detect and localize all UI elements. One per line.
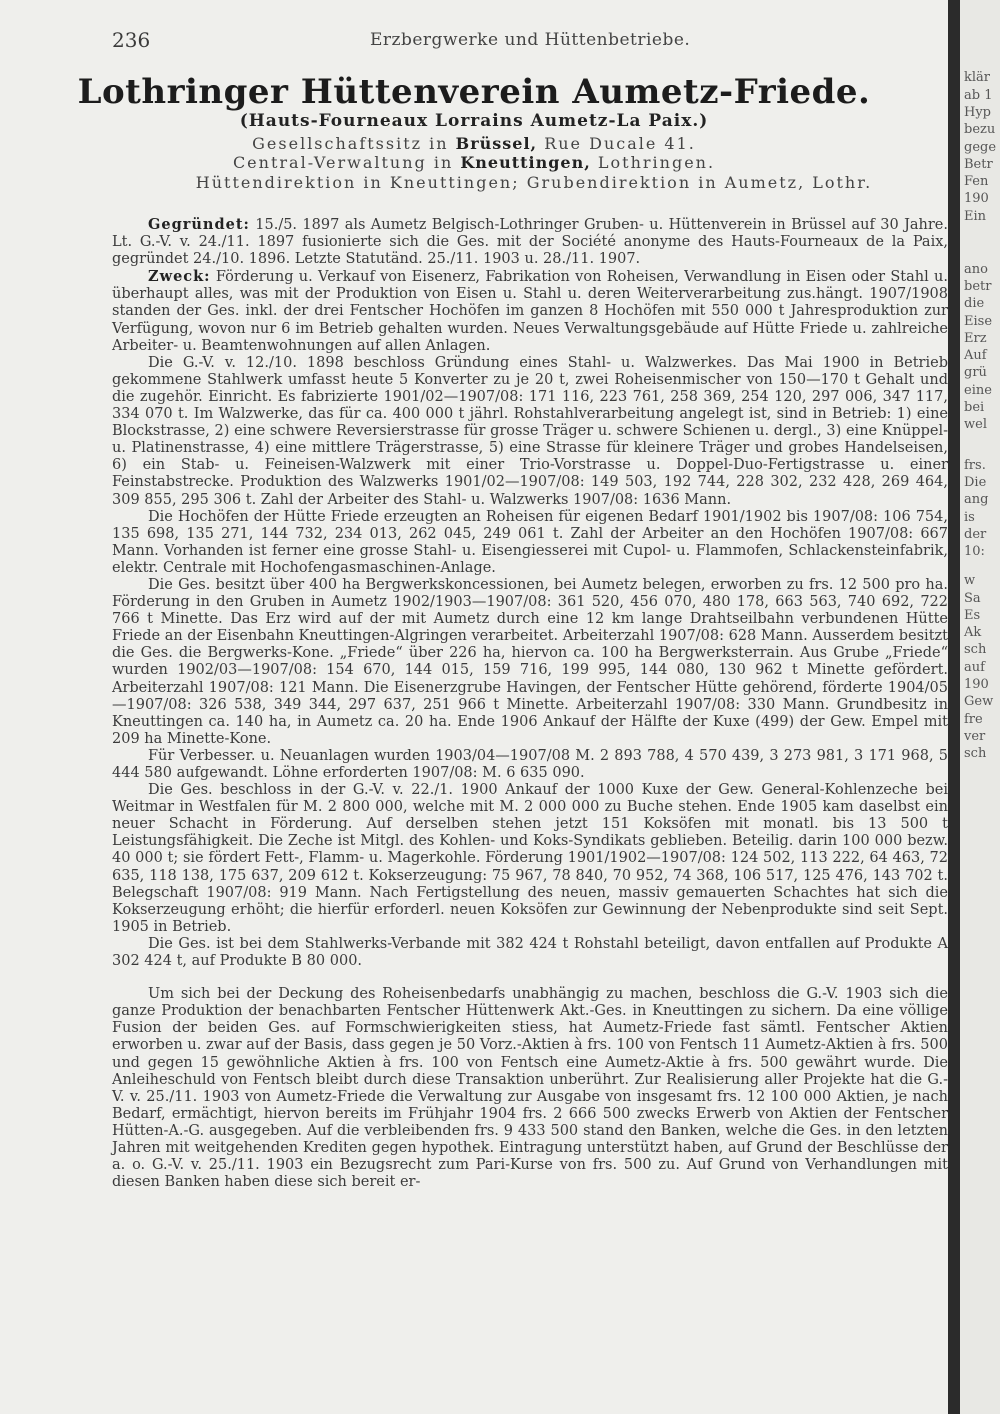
paragraph-kohlenzeche: Die Ges. beschloss in der G.-V. v. 22./1. 1900 Ankauf der 1000 Kuxe der Gew. General-Kohlenzeche bei Weitmar in Westfalen für M. 2 800 000, welche mit M. 2 000 000 zu Buche stehen. Ende 1905 kam daselbst ein neuer Schacht in Förderung. Auf derselben stehen jetzt 151 Koksöfen mit monatl. bis 13 500 t Leistungsfähigkeit. Die Zeche ist Mitgl. des Kohlen- und Koks-Syndikats geblieben. Beteilig. darin 100 000 bezw. 40 000 t; sie fördert Fett-, Flamm- u. Magerkohle. Förderung 1901/1902—1907/08: 124 502, 113 222, 64 463, 72 635, 118 138, 175 637, 209 612 t. Kokserzeugung: 75 967, 78 840, 70 952, 74 368, 106 517, 125 476, 143 702 t. Belegschaft 1907/08: 919 Mann. Nach Fertigstellung des neuen, massiv gemauerten Schachtes hat sich die Kokserzeugung erhöht; die hierfür erforderl. neuen Koksöfen zur Gewinnung der Nebenprodukte sind seit Sept. 1905 in Betrieb. [112, 782, 948, 935]
neighbor-fragment: 190 [964, 677, 989, 692]
neighbor-fragment: klär [964, 70, 990, 85]
neighbor-fragment: die [964, 296, 985, 311]
neighbor-fragment: Sa [964, 591, 981, 606]
company-seat [0, 134, 948, 153]
neighbor-fragment: Betr [964, 157, 993, 172]
neighbor-fragment: Ak [964, 625, 982, 640]
neighbor-fragment: eine [964, 383, 992, 398]
neighbor-fragment: bezu [964, 122, 996, 137]
neighbor-fragment: bei [964, 400, 985, 415]
company-directions: Hüttendirektion in Kneuttingen; Grubendirektion in Aumetz, Lothr. [195, 173, 873, 192]
neighbor-fragment: fre [964, 712, 983, 727]
running-header [112, 28, 908, 50]
paragraph-zweck: Zweck: Förderung u. Verkauf von Eisenerz, Fabrikation von Roheisen, Verwandlung in Eisen oder Stahl u. überhaupt alles, was mit der Produktion von Eisen u. Stahl u. deren Weiterverarbeitung zus.hängt. 1907/1908 standen der Ges. inkl. der drei Fentscher Hochöfen im ganzen 8 Hochöfen mit 550 000 t Jahresproduktion zur Verfügung, wovon nur 6 im Betrieb gehalten wurden. Neues Verwaltungsgebäude auf Hütte Friede u. zahlreiche Arbeiter- u. Beamtenwohnungen auf allen Anlagen. [112, 268, 948, 354]
label-zweck: Zweck: [148, 268, 211, 286]
paragraph-gegruendet: Gegründet: 15./5. 1897 als Aumetz Belgisch-Lothringer Gruben- u. Hüttenverein in Brüssel auf 30 Jahre. Lt. G.-V. v. 24./11. 1897 fusionierte sich die Ges. mit der Société anonyme des Hauts-Fourneaux de la Paix, gegründet 24./10. 1896. Letzte Statutänd. 25./11. 1903 u. 28./11. 1907. [112, 216, 948, 268]
neighbor-fragment: w [964, 573, 976, 588]
neighbor-fragment: Gew [964, 694, 994, 709]
neighbor-fragment: gege [964, 140, 997, 155]
neighbor-fragment: Erz [964, 331, 987, 346]
neighbor-page-edge [960, 0, 1000, 1414]
label-gegruendet: Gegründet: [148, 216, 250, 233]
neighbor-fragment: betr [964, 279, 992, 294]
neighbor-fragment: Auf [964, 348, 987, 363]
neighbor-fragment: Hyp [964, 105, 992, 120]
neighbor-fragment: ab 1 [964, 88, 993, 103]
neighbor-fragment: sch [964, 746, 987, 761]
neighbor-fragment: is [964, 510, 975, 525]
paragraph-hochoefen: Die Hochöfen der Hütte Friede erzeugten an Roheisen für eigenen Bedarf 1901/1902 bis 1907/08: 106 754, 135 698, 135 271, 144 732, 234 013, 262 045, 249 061 t. Zahl der Arbeiter an den Hochöfen 1907/08: 667 Mann. Vorhanden ist ferner eine grosse Stahl- u. Eisengiesserei mit Cupol- u. Flammofen, Schlackensteinfabrik, elektr. Centrale mit Hochofengasmaschinen-Anlage. [112, 508, 948, 576]
neighbor-fragment: ver [964, 729, 986, 744]
neighbor-fragment: der [964, 527, 987, 542]
neighbor-fragment: wel [964, 417, 987, 432]
paragraph-verbesserungen: Für Verbesser. u. Neuanlagen wurden 1903/04—1907/08 M. 2 893 788, 4 570 439, 3 273 981, 3 171 968, 5 444 580 aufgewandt. Löhne erforderten 1907/08: M. 6 635 090. [112, 747, 948, 781]
neighbor-fragment: Ein [964, 209, 987, 224]
section-title: Erzbergwerke und Hüttenbetriebe. [370, 30, 691, 50]
seat-city: Brüssel, [455, 134, 538, 153]
neighbor-fragment: Fen [964, 174, 989, 189]
paragraph-konzessionen: Die Ges. besitzt über 400 ha Bergwerkskoncessionen, bei Aumetz belegen, erworben zu frs. 12 500 pro ha. Förderung in den Gruben in Aumetz 1902/1903—1907/08: 361 520, 456 070, 480 178, 663 563, 740 692, 722 766 t Minette. Das Erz wird auf der mit Aumetz durch eine 12 km lange Drahtseilbahn verbundenen Hütte Friede an der Eisenbahn Kneuttingen-Algringen verarbeitet. Arbeiterzahl 1907/08: 628 Mann. Ausserdem besitzt die Ges. die Bergwerks-Kone. „Friede“ über 226 ha, hiervon ca. 100 ha Bergwerksterrain. Aus Grube „Friede“ wurden 1902/03—1907/08: 154 670, 144 015, 159 716, 199 995, 144 080, 130 962 t Minette gefördert. Arbeiterzahl 1907/08: 121 Mann. Die Eisenerzgrube Havingen, der Fentscher Hütte gehörend, förderte 1904/05—1907/08: 326 538, 349 344, 297 637, 251 966 t Minette. Arbeiterzahl 1907/08: 330 Mann. Grundbesitz in Kneuttingen ca. 140 ha, in Aumetz ca. 20 ha. Ende 1906 Ankauf der Hälfte der Kuxe (499) der Gew. Empel mit 209 ha Minette-Kone. [112, 576, 948, 747]
page-number: 236 [112, 28, 151, 52]
neighbor-fragment: ano [964, 262, 988, 277]
company-title: Lothringer Hüttenverein Aumetz-Friede. [77, 72, 871, 112]
paragraph-stahlwerksverband: Die Ges. ist bei dem Stahlwerks-Verbande mit 382 424 t Rohstahl beteiligt, davon entfallen auf Produkte A 302 424 t, auf Produkte B 80 000. [112, 935, 948, 970]
neighbor-fragment: 190 [964, 191, 989, 206]
seat-suffix: Rue Ducale 41. [544, 134, 696, 153]
central-suffix: Lothringen. [597, 153, 716, 172]
company-central [0, 153, 948, 172]
company-subtitle: (Hauts-Fourneaux Lorrains Aumetz-La Paix.) [239, 111, 709, 131]
seat-prefix: Gesellschaftssitz in [252, 134, 449, 153]
neighbor-fragment: Eise [964, 314, 993, 329]
paragraph-fusion: Um sich bei der Deckung des Roheisenbedarfs unabhängig zu machen, beschloss die G.-V. 1903 sich die ganze Produktion der benachbarten Fentscher Hüttenwerk Akt.-Ges. in Kneuttingen zu sichern. Da eine völlige Fusion der beiden Ges. auf Formschwierigkeiten stiess, hat Aumetz-Friede fast sämtl. Fentscher Aktien erworben u. zwar auf der Basis, dass gegen je 50 Vorz.-Aktien à frs. 100 von Fentsch 11 Aumetz-Aktien à frs. 500 und gegen 15 gewöhnliche Aktien à frs. 100 von Fentsch eine Aumetz-Aktie à frs. 500 gewährt wurde. Die Anleiheschuld von Fentsch bleibt durch diese Transaktion unberührt. Zur Realisierung aller Projekte hat die G.-V. v. 25./11. 1903 von Aumetz-Friede die Verwaltung zur Ausgabe von insgesamt frs. 12 100 000 Aktien, je nach Bedarf, ermächtigt, hiervon bereits im Frühjahr 1904 frs. 2 666 500 zwecks Erwerb von Aktien der Fentscher Hütten-A.-G. ausgegeben. Auf die verbleibenden frs. 9 433 500 stand den Banken, welche die Ges. in den letzten Jahren mit weitgehenden Krediten gegen hypothek. Eintragung unterstützt haben, auf Grund der Beschlüsse der a. o. G.-V. v. 25./11. 1903 ein Bezugsrecht zum Pari-Kurse von frs. 500 zu. Auf Grund von Verhandlungen mit diesen Banken haben diese sich bereit er- [112, 986, 948, 1191]
neighbor-fragment: grü [964, 365, 987, 380]
neighbor-fragment: sch [964, 642, 987, 657]
neighbor-fragment: auf [964, 660, 985, 675]
article-body [112, 216, 948, 1191]
central-prefix: Central-Verwaltung in [232, 153, 454, 172]
neighbor-fragment: 10: [964, 544, 985, 559]
neighbor-fragment: frs. [964, 458, 986, 473]
neighbor-fragment: Es [964, 608, 981, 623]
paragraph-stahlwerk: Die G.-V. v. 12./10. 1898 beschloss Gründung eines Stahl- u. Walzwerkes. Das Mai 1900 in Betrieb gekommene Stahlwerk umfasst heute 5 Konverter zu je 20 t, zwei Roheisenmischer von 150—170 t Gehalt und die zugehör. Einricht. Es fabrizierte 1901/02—1907/08: 171 116, 223 761, 258 369, 254 120, 297 006, 347 117, 334 070 t. Im Walzwerke, das für ca. 400 000 t jährl. Rohstahlverarbeitung angelegt ist, sind in Betrieb: 1) eine Blockstrasse, 2) eine schwere Reversierstrasse für grosse Träger u. schwere Schienen u. dergl., 3) eine Knüppel- u. Platinenstrasse, 4) eine mittlere Trägerstrasse, 5) eine Strasse für kleinere Träger und grobes Handelseisen, 6) ein Stab- u. Feineisen-Walzwerk mit einer Trio-Vorstrasse u. Doppel-Duo-Fertigstrasse u. einer Feinstabstrecke. Produktion des Walzwerks 1901/02—1907/08: 149 503, 192 744, 228 302, 232 428, 269 464, 309 855, 295 306 t. Zahl der Arbeiter des Stahl- u. Walzwerks 1907/08: 1636 Mann. [112, 354, 948, 508]
page-gutter [948, 0, 960, 1414]
neighbor-fragment: Die [964, 475, 987, 490]
central-city: Kneuttingen, [460, 153, 591, 172]
neighbor-fragment: ang [964, 492, 989, 507]
